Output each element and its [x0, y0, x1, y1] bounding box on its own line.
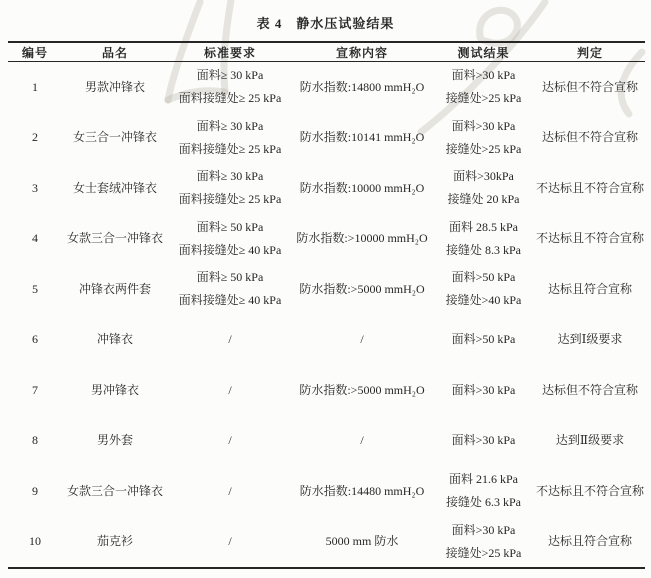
cell-verdict — [535, 365, 645, 416]
cell-verdict-text: 达标且符合宣称 — [547, 281, 632, 296]
column-header-result: 测试结果 — [432, 42, 535, 62]
cell-result-text: 接缝处>40 kPa — [445, 293, 522, 308]
column-header-verdict: 判定 — [535, 42, 645, 62]
cell-claim-text: 防水指数:>10000 mmH₂O — [296, 231, 428, 246]
cell-verdict — [535, 113, 645, 164]
cell-standard-text: 面料≥ 50 kPa — [196, 219, 264, 234]
cell-standard-text: 面料接缝处≥ 25 kPa — [178, 141, 282, 156]
cell-no-text: 6 — [32, 332, 38, 347]
cell-name-text: 女款三合一冲锋衣 — [66, 483, 163, 498]
cell-claim — [292, 163, 432, 214]
cell-no-text: 4 — [32, 231, 38, 246]
cell-standard-text: 面料接缝处≥ 25 kPa — [178, 91, 282, 106]
table-row — [8, 113, 645, 164]
cell-result-text: 接缝处>25 kPa — [445, 141, 522, 156]
cell-name — [62, 416, 168, 467]
cell-result — [432, 365, 535, 416]
cell-result-text: 面料>30 kPa — [451, 433, 516, 448]
cell-no-text: 1 — [32, 79, 38, 94]
cell-result — [432, 416, 535, 467]
cell-verdict-text: 达标但不符合宣称 — [541, 130, 638, 145]
cell-verdict — [535, 517, 645, 569]
cell-name — [62, 315, 168, 366]
cell-verdict — [535, 264, 645, 315]
cell-name — [62, 62, 168, 113]
cell-no-text: 3 — [32, 180, 38, 195]
cell-standard-text: / — [228, 382, 232, 397]
cell-result-text: 面料>30 kPa — [451, 118, 516, 133]
cell-standard — [168, 113, 292, 164]
table-row — [8, 315, 645, 366]
cell-no — [8, 163, 62, 214]
cell-no — [8, 214, 62, 265]
table-row — [8, 416, 645, 467]
cell-name — [62, 517, 168, 569]
cell-standard-text: 面料≥ 30 kPa — [196, 169, 264, 184]
table-row — [8, 62, 645, 113]
column-header-name: 品名 — [62, 42, 168, 62]
cell-no — [8, 466, 62, 517]
cell-name-text: 男冲锋衣 — [90, 382, 139, 397]
cell-verdict-text: 不达标且不符合宣称 — [535, 180, 644, 195]
cell-standard-text: 面料≥ 50 kPa — [196, 270, 264, 285]
cell-claim-text: 防水指数:>5000 mmH₂O — [299, 281, 425, 296]
cell-standard — [168, 315, 292, 366]
cell-no-text: 8 — [32, 433, 38, 448]
cell-name-text: 男款冲锋衣 — [84, 79, 145, 94]
cell-result-text: 面料>30 kPa — [451, 68, 516, 83]
cell-claim-text: 防水指数:>5000 mmH₂O — [299, 382, 425, 397]
cell-result — [432, 113, 535, 164]
cell-name-text: 女士套绒冲锋衣 — [72, 180, 157, 195]
cell-claim-text: / — [360, 332, 364, 347]
cell-claim — [292, 264, 432, 315]
column-header-claim: 宣称内容 — [292, 42, 432, 62]
cell-verdict — [535, 416, 645, 467]
cell-name-text: 女三合一冲锋衣 — [72, 130, 157, 145]
cell-claim — [292, 315, 432, 366]
table-row — [8, 517, 645, 569]
cell-standard — [168, 466, 292, 517]
cell-standard-text: / — [228, 433, 232, 448]
cell-name — [62, 163, 168, 214]
cell-claim — [292, 365, 432, 416]
cell-no — [8, 365, 62, 416]
cell-standard — [168, 264, 292, 315]
cell-result-text: 接缝处>25 kPa — [445, 91, 522, 106]
cell-standard — [168, 62, 292, 113]
table-body — [8, 62, 645, 569]
cell-name-text: 冲锋衣 — [96, 332, 133, 347]
table-title: 表 4 静水压试验结果 — [256, 16, 395, 31]
cell-result-text: 面料>30 kPa — [451, 382, 516, 397]
cell-result — [432, 264, 535, 315]
cell-standard-text: 面料接缝处≥ 25 kPa — [178, 192, 282, 207]
cell-result-text: 面料>50 kPa — [451, 332, 516, 347]
cell-standard — [168, 416, 292, 467]
cell-no — [8, 62, 62, 113]
cell-standard-text: 面料≥ 30 kPa — [196, 118, 264, 133]
cell-name-text: 男外套 — [96, 433, 133, 448]
cell-verdict-text: 达到Ⅰ级要求 — [557, 332, 623, 347]
cell-claim — [292, 62, 432, 113]
cell-result-text: 接缝处 6.3 kPa — [445, 495, 521, 510]
cell-standard-text: / — [228, 483, 232, 498]
cell-no — [8, 113, 62, 164]
cell-result-text: 接缝处 20 kPa — [447, 192, 520, 207]
cell-verdict-text: 达标且符合宣称 — [547, 534, 632, 549]
cell-name — [62, 365, 168, 416]
cell-no — [8, 315, 62, 366]
header-row — [8, 42, 645, 62]
cell-standard — [168, 163, 292, 214]
cell-claim-text: 防水指数:10141 mmH₂O — [299, 130, 425, 145]
cell-result-text: 面料>30 kPa — [451, 522, 516, 537]
cell-claim — [292, 466, 432, 517]
cell-claim — [292, 214, 432, 265]
cell-no — [8, 264, 62, 315]
cell-name-text: 女款三合一冲锋衣 — [66, 231, 163, 246]
cell-standard-text: 面料接缝处≥ 40 kPa — [178, 293, 282, 308]
cell-result-text: 面料>50 kPa — [451, 270, 516, 285]
column-header-no: 编号 — [8, 42, 62, 62]
cell-no-text: 10 — [29, 534, 41, 549]
cell-verdict — [535, 466, 645, 517]
cell-name — [62, 466, 168, 517]
cell-result — [432, 466, 535, 517]
cell-verdict — [535, 214, 645, 265]
cell-result-text: 接缝处>25 kPa — [445, 545, 522, 560]
cell-no-text: 5 — [32, 281, 38, 296]
table-row — [8, 264, 645, 315]
cell-result — [432, 315, 535, 366]
cell-claim-text: 防水指数:14480 mmH₂O — [299, 483, 425, 498]
cell-verdict-text: 达到Ⅱ级要求 — [555, 433, 625, 448]
table-row — [8, 466, 645, 517]
cell-verdict-text: 不达标且不符合宣称 — [535, 231, 644, 246]
cell-result — [432, 214, 535, 265]
cell-no-text: 2 — [32, 130, 38, 145]
table-row — [8, 214, 645, 265]
cell-claim — [292, 113, 432, 164]
cell-verdict — [535, 163, 645, 214]
cell-standard-text: 面料接缝处≥ 40 kPa — [178, 242, 282, 257]
cell-no-text: 7 — [32, 382, 38, 397]
cell-result-text: 面料 28.5 kPa — [448, 219, 518, 234]
cell-result-text: 面料>30kPa — [453, 169, 514, 184]
cell-standard — [168, 517, 292, 569]
cell-name-text: 冲锋衣两件套 — [78, 281, 151, 296]
cell-verdict — [535, 315, 645, 366]
cell-claim-text: 防水指数:14800 mmH₂O — [299, 79, 425, 94]
cell-verdict-text: 达标但不符合宣称 — [541, 79, 638, 94]
cell-name — [62, 113, 168, 164]
cell-result-text: 接缝处 8.3 kPa — [445, 242, 521, 257]
table-row — [8, 163, 645, 214]
cell-claim — [292, 416, 432, 467]
cell-standard — [168, 214, 292, 265]
cell-standard-text: 面料≥ 30 kPa — [196, 68, 264, 83]
cell-no — [8, 416, 62, 467]
cell-name-text: 茄克衫 — [96, 534, 133, 549]
cell-result — [432, 62, 535, 113]
cell-name — [62, 264, 168, 315]
cell-standard-text: / — [228, 534, 232, 549]
cell-result — [432, 517, 535, 569]
table-row — [8, 365, 645, 416]
cell-verdict — [535, 62, 645, 113]
cell-standard-text: / — [228, 332, 232, 347]
cell-claim — [292, 517, 432, 569]
cell-claim-text: / — [360, 433, 364, 448]
cell-verdict-text: 达标但不符合宣称 — [541, 382, 638, 397]
cell-no-text: 9 — [32, 483, 38, 498]
cell-verdict-text: 不达标且不符合宣称 — [535, 483, 644, 498]
cell-result — [432, 163, 535, 214]
cell-name — [62, 214, 168, 265]
cell-claim-text: 防水指数:10000 mmH₂O — [299, 180, 425, 195]
cell-standard — [168, 365, 292, 416]
column-header-standard: 标准要求 — [168, 42, 292, 62]
results-table — [8, 41, 645, 569]
cell-result-text: 面料 21.6 kPa — [448, 472, 518, 487]
cell-claim-text: 5000 mm 防水 — [325, 534, 399, 549]
cell-no — [8, 517, 62, 569]
